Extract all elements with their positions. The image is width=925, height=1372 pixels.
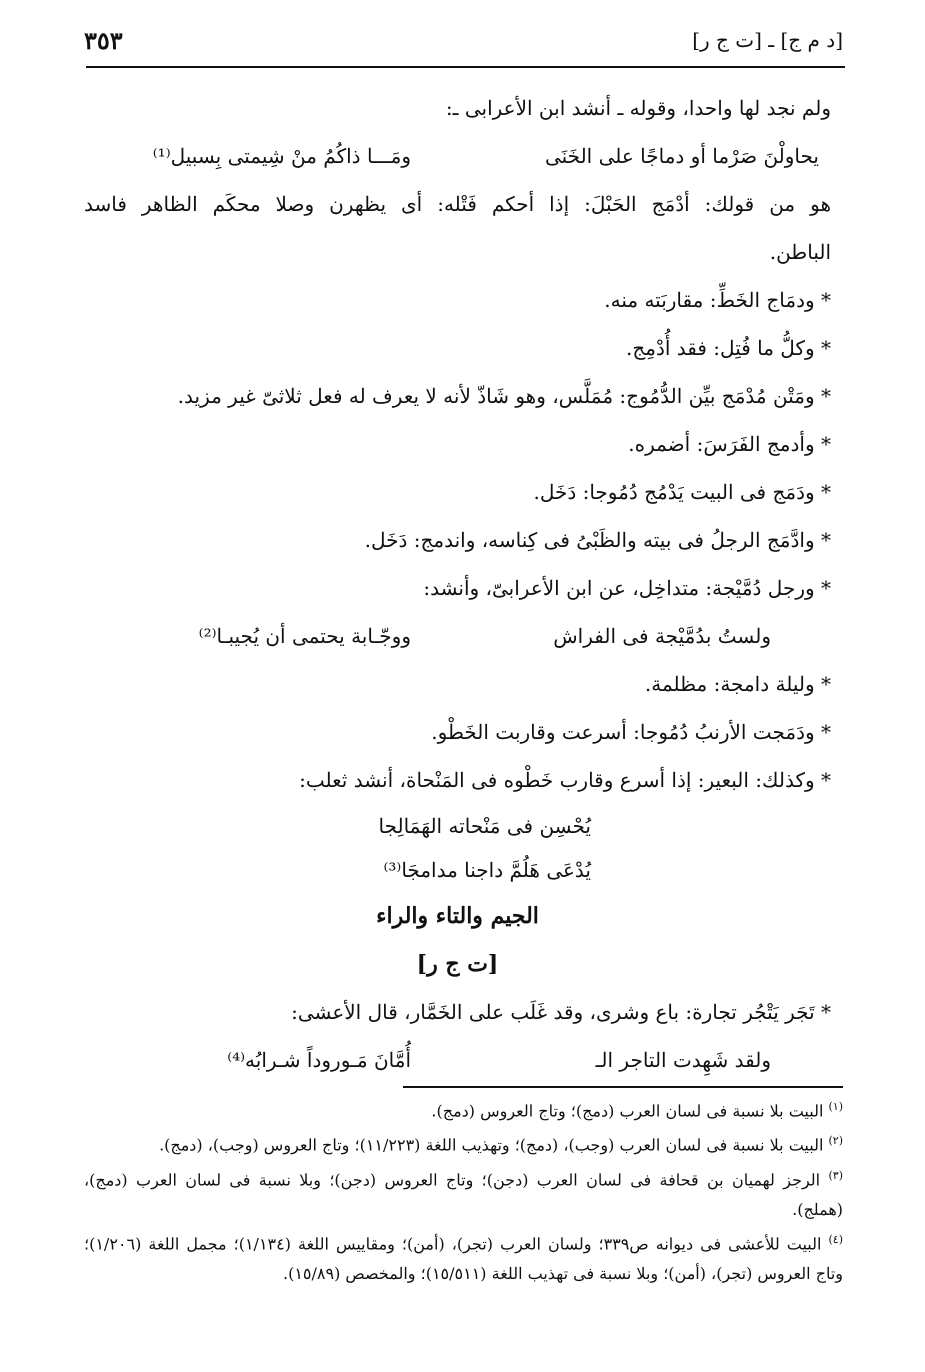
entry-line: * وكذلك: البعير: إذا أسرع وقارب خَطْوه فى المَنْحاة، أنشد ثعلب: xyxy=(299,768,831,792)
section-title: الجيم والتاء والراء xyxy=(376,903,539,929)
entry-line: * ودَمَج فى البيت يَدْمُج دُمُوجا: دَخَل. xyxy=(533,480,831,504)
verse-hemistich-second: ومَـــا ذاكُمُ منْ شِيمتى بِسبيل⁽¹⁾ xyxy=(152,144,411,168)
page-number: ٣٥٣ xyxy=(84,26,123,55)
header-rule xyxy=(86,66,845,68)
text-line: الباطن. xyxy=(769,240,831,264)
footnote-text: البيت للأعشى فى ديوانه ص٣٣٩؛ ولسان العرب (تجر)، (أمن)؛ ومقاييس اللغة (١/١٣٤)؛ مجمل اللغة (١/٢٠٦)؛ وتاج العروس (تجر)، (أمن)؛ وبلا نسبة فى تهذيب اللغة (١٥/٥١١)؛ والمخصص (١٥/٨٩). xyxy=(84,1234,843,1284)
verse-hemistich-first: ولستُ بدُمَّيْجة فى الفراش xyxy=(553,624,771,648)
verse-hemistich-first: يحاولْنَ صَرْما أو دماجًا على الخَنَى xyxy=(544,144,819,168)
footnotes xyxy=(84,1092,843,1289)
verse-line xyxy=(84,132,831,180)
entry-line: * ومَتْن مُدْمَج بيِّن الدُّمُوج: مُمَلَّس، وهو شَاذّ لأنه لا يعرف له فعل ثلاثىّ غير مزيد. xyxy=(177,384,831,408)
text-line: ولم نجد لها واحدا، وقوله ـ أنشد ابن الأعرابى ـ: xyxy=(445,96,831,120)
verse-hemistich-second: ووجّـابة يحتمى أن يُجيبـا⁽²⁾ xyxy=(198,624,411,648)
verse-line xyxy=(84,612,831,660)
footnote-text: الرجز لهميان بن قحافة فى لسان العرب (دجن)؛ وتاج العروس (دجن)؛ وبلا نسبة فى لسان العرب (دمج)، (هملج). xyxy=(84,1169,843,1219)
entry-line: * ودَمَجت الأرنبُ دُمُوجا: أسرعت وقاربت الخَطْو. xyxy=(431,720,831,744)
footnote-text: البيت بلا نسبة فى لسان العرب (دمج)؛ وتاج العروس (دمج). xyxy=(431,1101,824,1121)
footnote xyxy=(84,1225,843,1289)
footnote-number: (٣) xyxy=(828,1168,843,1182)
entry-line: * وأدمج الفَرَسَ: أضمره. xyxy=(628,432,831,456)
verse-hemistich-first: ولقد شَهِدت التاجر الـ xyxy=(595,1048,771,1072)
entry-line: * ودمَاج الخَطِّ: مقاربَته منه. xyxy=(604,288,831,312)
running-head: [د م ج] ـ [ت ج ر] xyxy=(692,28,843,52)
footnote-number: (٢) xyxy=(828,1134,843,1148)
entry-line: * تَجَر يَتْجُر تجارة: باع وشرى، وقد غَلَب على الخَمَّار، قال الأعشى: xyxy=(291,1000,831,1024)
rajaz-line: يُحْسِن فى مَنْحاته الهَمَالِجا xyxy=(378,814,591,838)
footnote-text: البيت بلا نسبة فى لسان العرب (وجب)، (دمج)؛ وتهذيب اللغة (١١/٢٢٣)؛ وتاج العروس (وجب)، (دمج). xyxy=(159,1135,824,1155)
footnote-rule xyxy=(403,1086,843,1088)
entry-line: * وادَّمَج الرجلُ فى بيته والظَبْىُ فى كِناسه، واندمج: دَخَل. xyxy=(364,528,831,552)
entry-line: * وليلة دامجة: مظلمة. xyxy=(644,672,831,696)
footnote-number: (٤) xyxy=(828,1232,844,1246)
footnote xyxy=(84,1092,843,1126)
footnote xyxy=(84,1161,843,1225)
text-line: هو من قولك: أدْمَج الحَبْلَ: إذا أحكم فَتْله: أى يظهرن وصلا محكَم الظاهر فاسد xyxy=(84,192,831,216)
rajaz-line: يُدْعَى هَلُمَّ داجنا مدامجَا⁽³⁾ xyxy=(383,858,591,882)
entry-line: * وكلُّ ما فُتِل: فقد أُدْمِج. xyxy=(625,336,831,360)
entry-body xyxy=(84,84,831,1084)
verse-line xyxy=(84,1036,831,1084)
verse-hemistich-second: أُمَّانَ مَـوروداً شـرابُه⁽⁴⁾ xyxy=(227,1048,411,1072)
entry-line: * ورجل دُمَّيْجة: متداخِل، عن ابن الأعرابىّ، وأنشد: xyxy=(423,576,831,600)
footnote xyxy=(84,1126,843,1160)
footnote-number: (١) xyxy=(828,1100,843,1113)
page-header xyxy=(84,28,843,62)
root-title: [ت ج ر] xyxy=(416,951,499,977)
